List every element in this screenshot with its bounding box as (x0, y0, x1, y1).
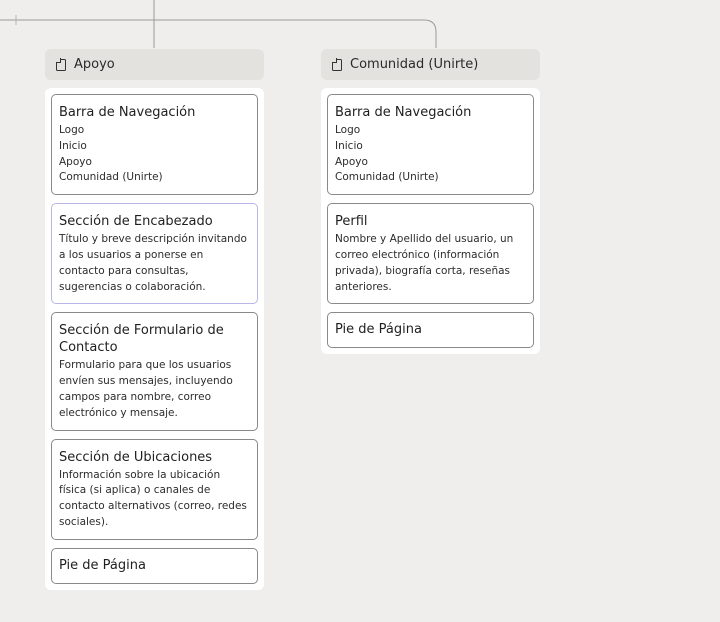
column-title: Apoyo (74, 57, 115, 72)
card-line: Inicio (59, 139, 87, 152)
column-body-comunidad (321, 88, 540, 354)
card-description: Formulario para que los usuarios envíen sus mensajes, incluyendo campos para nombre, correo electrónico y mensaje. (59, 359, 233, 419)
card-line: Logo (59, 124, 85, 136)
card-description: Título y breve descripción invitando a los usuarios a ponerse en contacto para consultas, sugerencias o colaboración. (59, 233, 247, 293)
card-title: Barra de Navegación (335, 105, 472, 120)
card-title: Pie de Página (335, 322, 422, 338)
card-description: Información sobre la ubicación física (si aplica) o canales de contacto alternativos (correo, redes sociales). (59, 468, 247, 528)
card-pie-de-pagina[interactable] (51, 548, 258, 584)
page-icon (332, 59, 342, 71)
card-line: Apoyo (335, 155, 368, 168)
card-seccion-encabezado[interactable] (51, 203, 258, 304)
column-apoyo (45, 49, 264, 590)
connector-branch-right (154, 20, 436, 48)
column-title: Comunidad (Unirte) (350, 57, 479, 72)
card-line: Logo (335, 124, 361, 136)
card-title: Sección de Encabezado (59, 214, 213, 230)
card-line: Comunidad (Unirte) (59, 171, 163, 184)
column-body-apoyo (45, 88, 264, 590)
page-icon (56, 59, 66, 71)
card-title: Sección de Ubicaciones (59, 449, 213, 465)
card-line: Inicio (335, 139, 363, 152)
card-barra-navegacion[interactable] (327, 94, 534, 195)
card-seccion-ubicaciones[interactable] (51, 439, 258, 540)
column-comunidad (321, 49, 540, 354)
card-line: Comunidad (Unirte) (335, 171, 439, 184)
card-description: Nombre y Apellido del usuario, un correo electrónico (información privada), biografía corta, reseñas anteriores. (335, 233, 514, 293)
column-header-apoyo[interactable] (45, 49, 264, 80)
card-title: Perfil (335, 214, 368, 230)
card-line: Apoyo (59, 155, 92, 168)
card-seccion-formulario[interactable] (51, 312, 258, 430)
card-barra-navegacion[interactable] (51, 94, 258, 195)
card-perfil[interactable] (327, 203, 534, 304)
card-title: Barra de Navegación (59, 105, 196, 120)
column-header-comunidad[interactable] (321, 49, 540, 80)
card-title: Pie de Página (59, 557, 146, 573)
card-pie-de-pagina[interactable] (327, 312, 534, 348)
card-title: Sección de Formulario de Contacto (59, 323, 224, 356)
connector-branch-left (0, 20, 154, 48)
